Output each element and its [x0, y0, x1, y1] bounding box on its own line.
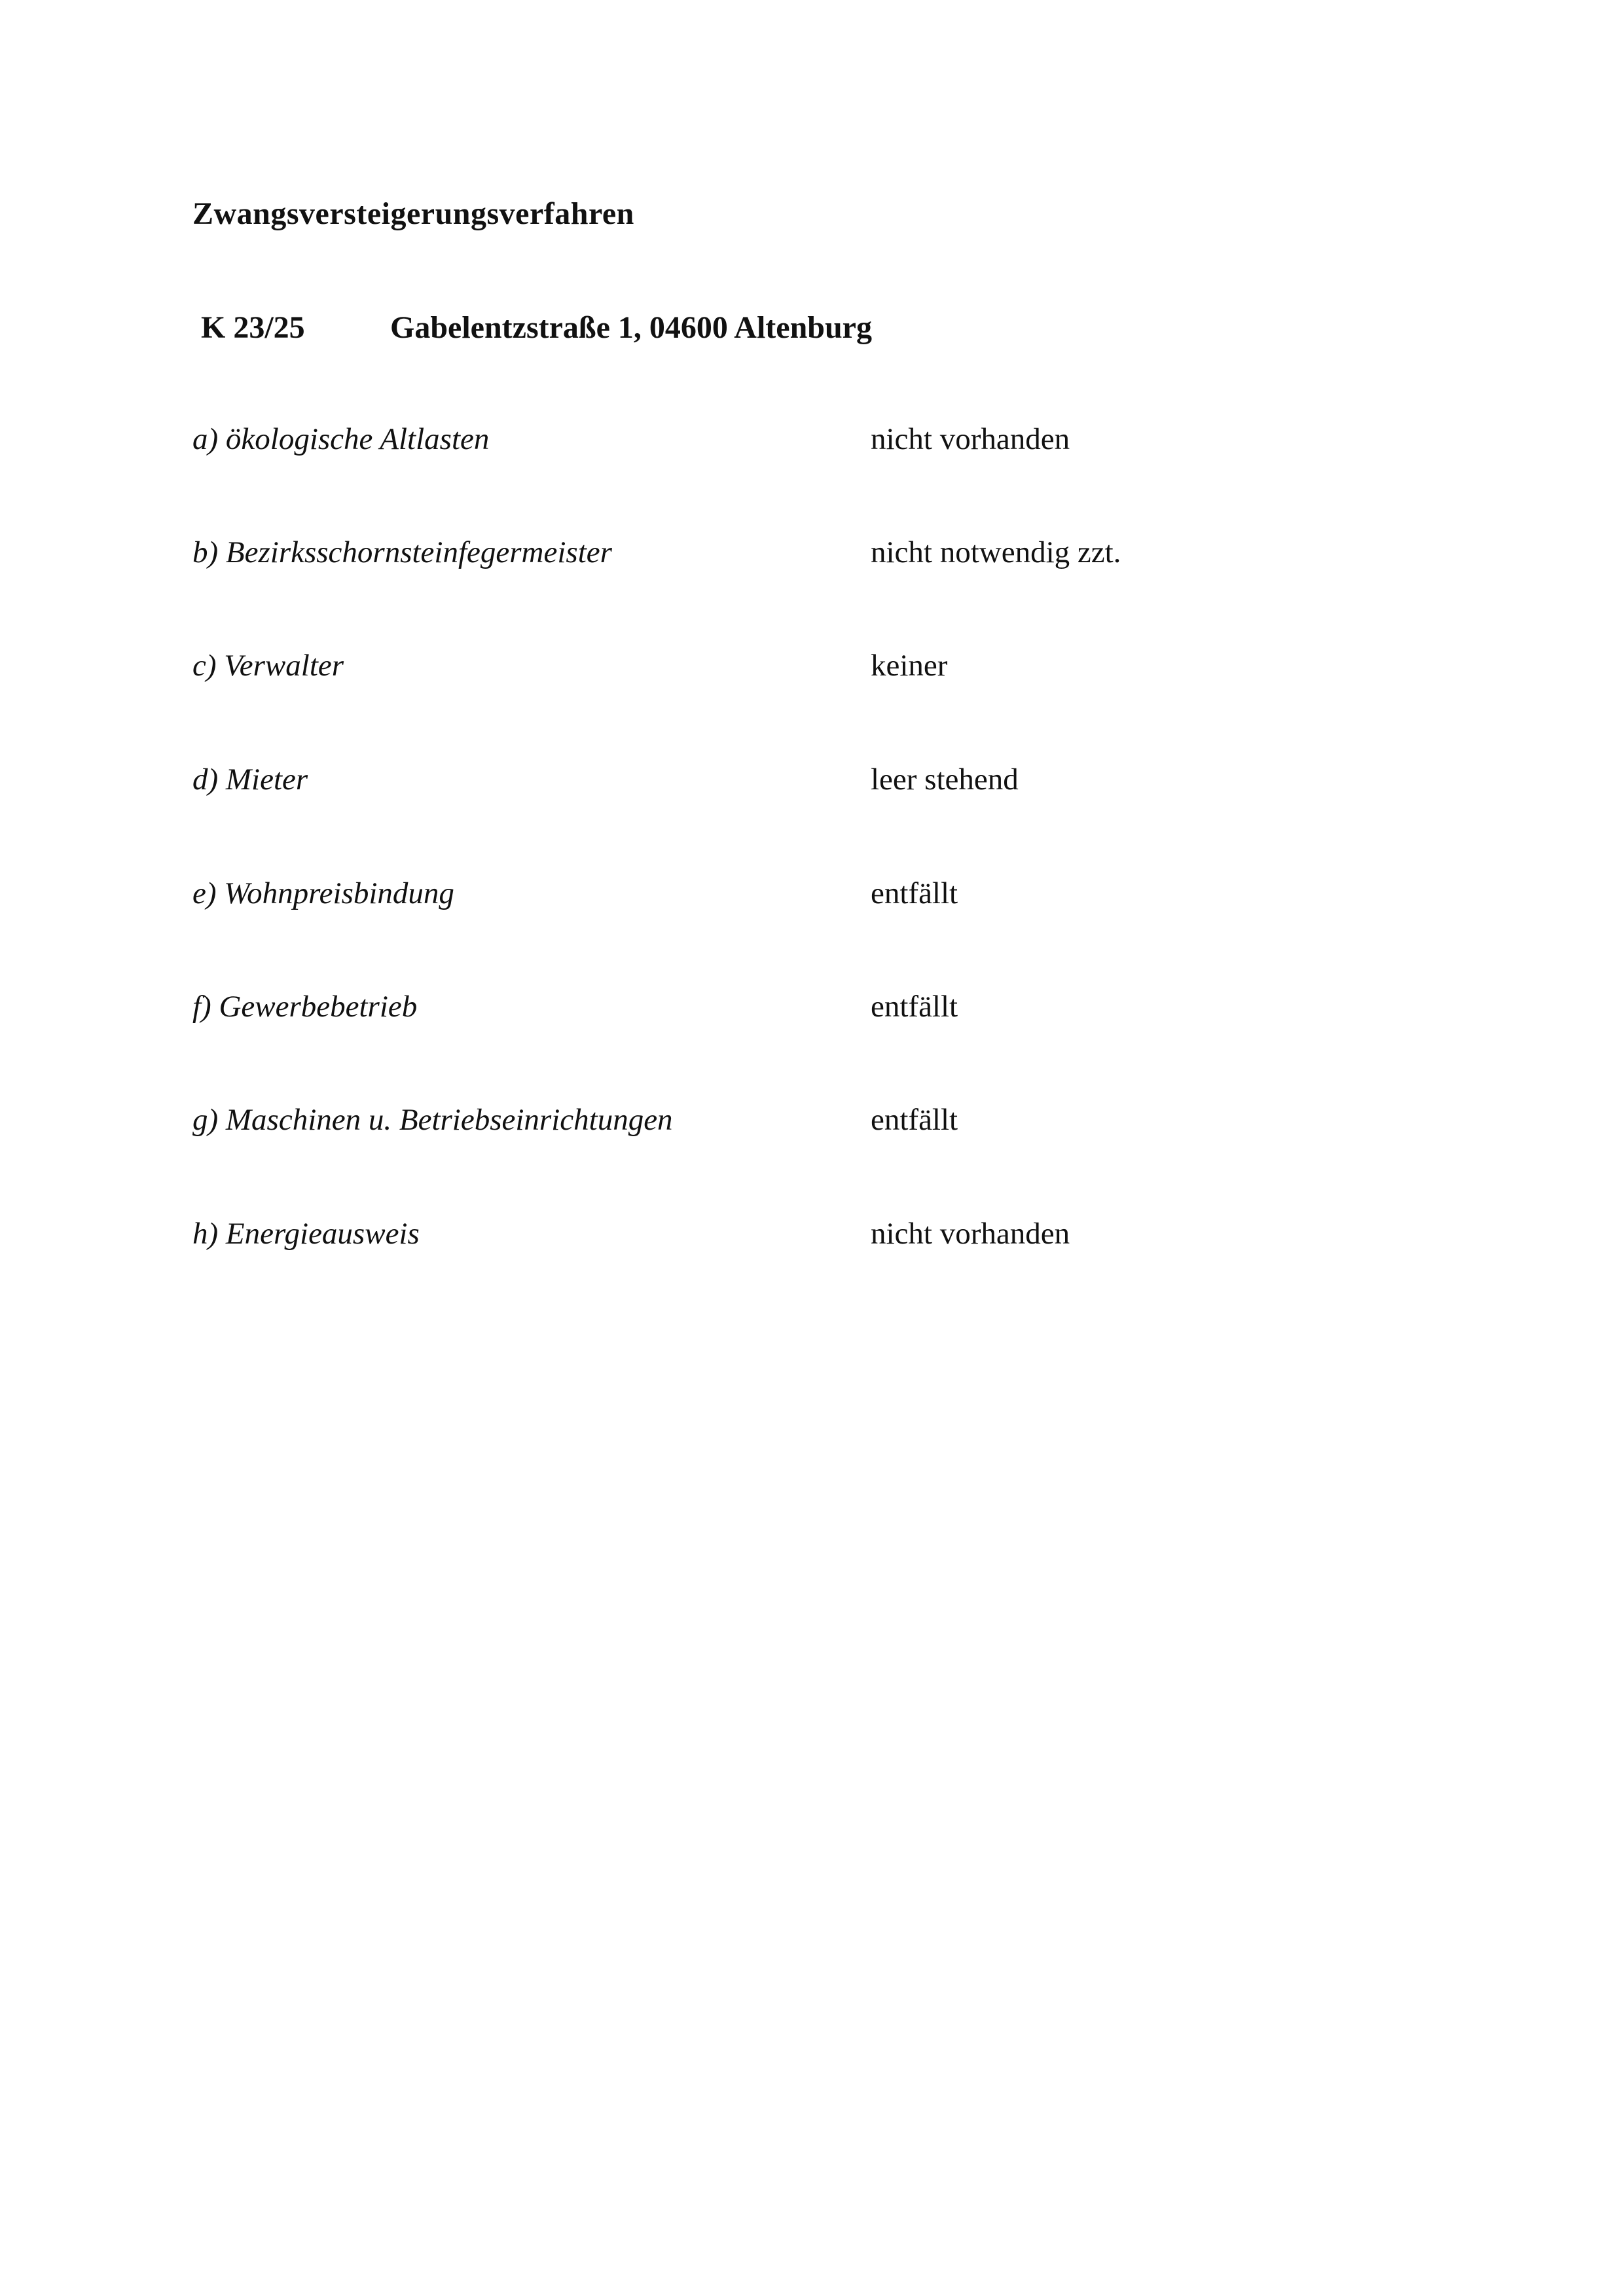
document-title: Zwangsversteigerungsverfahren [192, 196, 634, 231]
item-value-gewerbebetrieb: entfällt [871, 990, 958, 1024]
item-label-wohnpreisbindung: e) Wohnpreisbindung [192, 876, 454, 910]
item-label-schornsteinfeger: b) Bezirksschornsteinfegermeister [192, 535, 612, 569]
item-value-verwalter: keiner [871, 649, 948, 683]
case-number: K 23/25 [201, 310, 305, 345]
item-value-altlasten: nicht vorhanden [871, 422, 1070, 456]
item-value-wohnpreisbindung: entfällt [871, 876, 958, 910]
item-label-altlasten: a) ökologische Altlasten [192, 422, 490, 456]
item-value-mieter: leer stehend [871, 762, 1019, 797]
item-label-maschinen: g) Maschinen u. Betriebseinrichtungen [192, 1103, 673, 1137]
case-address: Gabelentzstraße 1, 04600 Altenburg [390, 310, 872, 345]
item-value-maschinen: entfällt [871, 1103, 958, 1137]
item-label-energieausweis: h) Energieausweis [192, 1217, 420, 1251]
item-value-energieausweis: nicht vorhanden [871, 1217, 1070, 1251]
item-label-gewerbebetrieb: f) Gewerbebetrieb [192, 990, 418, 1024]
item-label-mieter: d) Mieter [192, 762, 308, 797]
item-value-schornsteinfeger: nicht notwendig zzt. [871, 535, 1121, 569]
item-label-verwalter: c) Verwalter [192, 649, 344, 683]
